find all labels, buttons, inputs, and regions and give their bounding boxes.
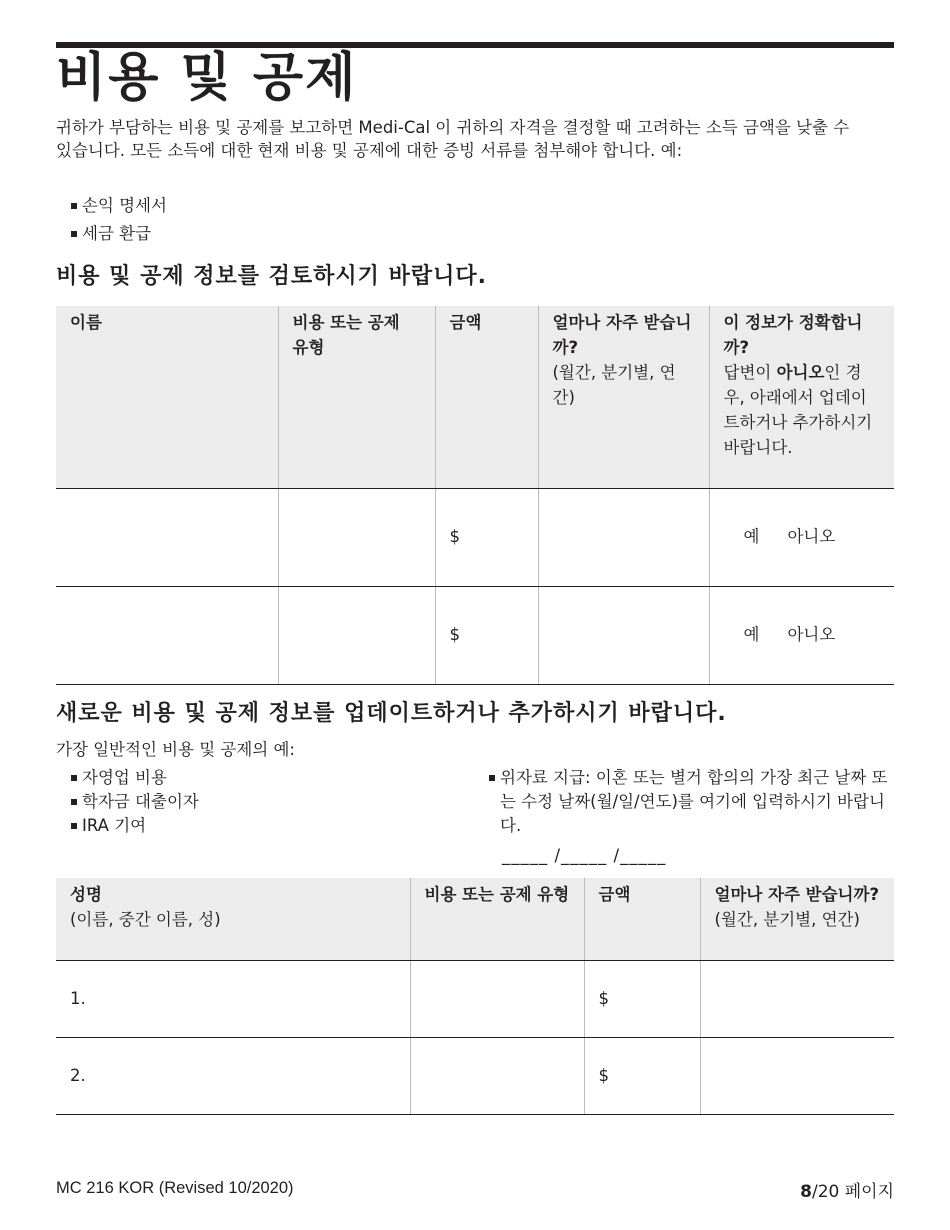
frequency-cell[interactable]: [700, 1037, 894, 1114]
form-id: MC 216 KOR (Revised 10/2020): [56, 1179, 294, 1197]
table-row: [56, 960, 894, 1037]
frequency-cell[interactable]: [700, 960, 894, 1037]
correct-hint-no: 아니오: [776, 363, 825, 382]
fullname-label: 성명: [70, 885, 102, 904]
col-header-frequency: [538, 306, 709, 488]
no-option[interactable]: 아니오: [787, 625, 836, 644]
fullname-hint: (이름, 중간 이름, 성): [70, 910, 221, 929]
review-table: [56, 306, 894, 685]
correct-hint-pre: 답변이: [723, 363, 777, 382]
col-header-type: 비용 또는 공제 유형: [278, 306, 435, 488]
yes-option[interactable]: 예: [743, 527, 760, 546]
list-item: 학자금 대출이자: [56, 790, 199, 814]
type-cell[interactable]: [278, 488, 435, 586]
col-header-frequency: [700, 878, 894, 960]
frequency-cell[interactable]: [538, 488, 709, 586]
fullname-cell[interactable]: [56, 960, 410, 1037]
page-number: [800, 1177, 894, 1202]
alimony-note: 위자료 지급: 이혼 또는 별거 합의의 가장 최근 날짜 또는 수정 날짜(월/일/연도)를 여기에 입력하시기 바랍니다.: [474, 766, 894, 838]
frequency-cell[interactable]: [538, 586, 709, 684]
amount-cell[interactable]: [584, 960, 700, 1037]
row-number: 2.: [70, 1065, 86, 1085]
common-examples-list: [56, 766, 199, 838]
col-header-name: 이름: [56, 306, 278, 488]
yes-option[interactable]: 예: [743, 625, 760, 644]
correct-cell: [709, 586, 894, 684]
frequency-label: 얼마나 자주 받습니까?: [552, 313, 692, 357]
list-item: IRA 기여: [56, 814, 199, 838]
review-heading: 비용 및 공제 정보를 검토하시기 바랍니다.: [56, 264, 487, 289]
page-current: 8: [800, 1182, 812, 1202]
frequency-label: 얼마나 자주 받습니까?: [714, 885, 880, 904]
list-item: 자영업 비용: [56, 766, 199, 790]
no-option[interactable]: 아니오: [787, 527, 836, 546]
name-cell[interactable]: [56, 488, 278, 586]
frequency-hint: (월간, 분기별, 연간): [552, 363, 676, 407]
fullname-cell[interactable]: [56, 1037, 410, 1114]
correct-hint-post: 인 경우, 아래에서 업데이트하거나 추가하시기 바랍니다.: [723, 363, 873, 457]
currency-symbol: $: [449, 625, 460, 644]
correct-hint: [724, 360, 881, 460]
frequency-hint: (월간, 분기별, 연간): [714, 910, 860, 929]
name-cell[interactable]: [56, 586, 278, 684]
correct-label: 이 정보가 정확합니까?: [723, 313, 863, 357]
type-cell[interactable]: [410, 960, 584, 1037]
table-row: [56, 1037, 894, 1114]
table-row: [56, 488, 894, 586]
row-number: 1.: [70, 988, 86, 1008]
page-rest: /20 페이지: [811, 1182, 894, 1202]
type-cell[interactable]: [278, 586, 435, 684]
amount-cell[interactable]: [584, 1037, 700, 1114]
table-header-row: [56, 306, 894, 488]
col-header-amount: 금액: [435, 306, 538, 488]
update-table: [56, 878, 894, 1115]
alimony-date-field[interactable]: _____ /_____ /_____: [502, 846, 667, 865]
amount-cell[interactable]: [435, 488, 538, 586]
correct-cell: [709, 488, 894, 586]
examples-list: [56, 192, 167, 248]
list-item: 손익 명세서: [56, 192, 167, 220]
table-header-row: [56, 878, 894, 960]
update-heading: 새로운 비용 및 공제 정보를 업데이트하거나 추가하시기 바랍니다.: [56, 701, 727, 726]
col-header-fullname: [56, 878, 410, 960]
form-page: [56, 0, 894, 1230]
table-row: [56, 586, 894, 684]
currency-symbol: $: [598, 1065, 609, 1085]
intro-text: 귀하가 부담하는 비용 및 공제를 보고하면 Medi-Cal 이 귀하의 자격을 결정할 때 고려하는 소득 금액을 낮출 수 있습니다. 모든 소득에 대한 현재 비용 및 공제에 대한 증빙 서류를 첨부해야 합니다. 예:: [56, 118, 850, 160]
col-header-correct: [709, 306, 894, 488]
list-item: 세금 환급: [56, 220, 167, 248]
currency-symbol: $: [449, 527, 460, 546]
type-cell[interactable]: [410, 1037, 584, 1114]
alimony-list: [474, 766, 894, 838]
currency-symbol: $: [598, 988, 609, 1008]
page-title: 비용 및 공제: [56, 48, 358, 108]
amount-cell[interactable]: [435, 586, 538, 684]
common-examples-label: 가장 일반적인 비용 및 공제의 예:: [56, 740, 295, 759]
col-header-amount: 금액: [584, 878, 700, 960]
col-header-type: 비용 또는 공제 유형: [410, 878, 584, 960]
